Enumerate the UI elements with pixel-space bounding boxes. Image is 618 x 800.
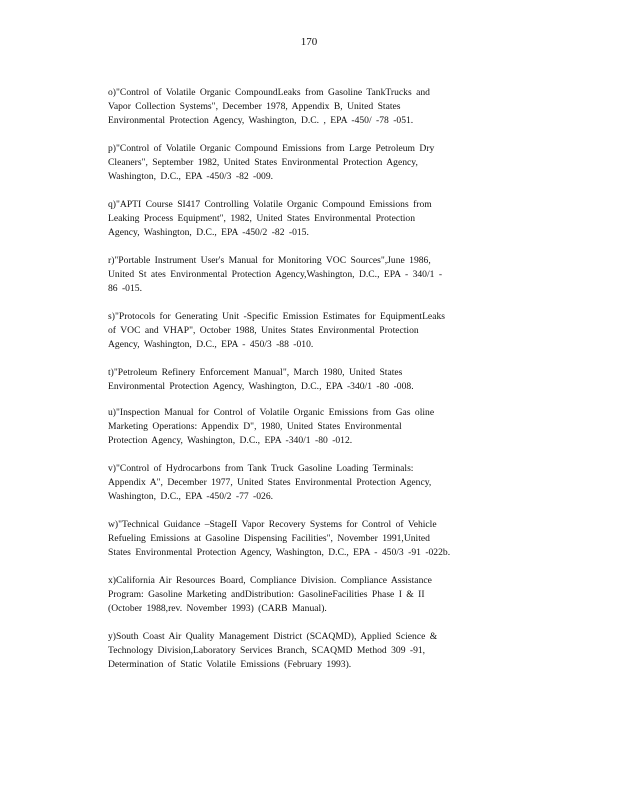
reference-letter: p) <box>108 143 116 154</box>
reference-line: Program: Gasoline Marketing andDistribution: GasolineFacilities Phase I & II <box>108 588 425 600</box>
reference-line: of VOC and VHAP", October 1988, Unites States Environmental Protection <box>108 324 419 336</box>
reference-letter: x) <box>108 575 116 586</box>
reference-line: "Petroleum Refinery Enforcement Manual", March 1980, United States <box>113 367 403 378</box>
reference-line: Refueling Emissions at Gasoline Dispensing Facilities", November 1991,United <box>108 532 430 544</box>
reference-item <box>108 310 445 352</box>
reference-letter: v) <box>108 463 116 474</box>
reference-line: "Portable Instrument User's Manual for Monitoring VOC Sources",June 1986, <box>114 255 431 266</box>
reference-line: Protection Agency, Washington, D.C., EPA -340/1 -80 -012. <box>108 434 353 446</box>
reference-item <box>108 630 437 672</box>
reference-line: (October 1988,rev. November 1993) (CARB Manual). <box>108 602 327 614</box>
reference-line: "APTI Course SI417 Controlling Volatile Organic Compound Emissions from <box>116 199 432 210</box>
reference-line: South Coast Air Quality Management District (SCAQMD), Applied Science & <box>116 631 438 642</box>
reference-line: "Control of Hydrocarbons from Tank Truck Gasoline Loading Terminals: <box>116 463 414 474</box>
reference-item <box>108 142 434 184</box>
reference-letter: r) <box>108 255 115 266</box>
reference-line: Agency, Washington, D.C., EPA -450/2 -82 -015. <box>108 226 309 238</box>
reference-item <box>108 462 431 504</box>
reference-line: Marketing Operations: Appendix D", 1980, United States Environmental <box>108 420 402 432</box>
reference-line: Technology Division,Laboratory Services Branch, SCAQMD Method 309 -91, <box>108 644 426 656</box>
reference-line: "Inspection Manual for Control of Volatile Organic Emissions from Gas oline <box>116 407 435 418</box>
reference-line: Determination of Static Volatile Emissions (February 1993). <box>108 658 352 670</box>
reference-line: Cleaners", September 1982, United States Environmental Protection Agency, <box>108 156 418 168</box>
reference-item <box>108 518 450 560</box>
reference-item <box>108 406 434 448</box>
reference-letter: o) <box>108 87 116 98</box>
reference-line: "Control of Volatile Organic CompoundLeaks from Gasoline TankTrucks and <box>116 87 430 98</box>
reference-letter: q) <box>108 199 116 210</box>
reference-letter: t) <box>108 367 114 378</box>
reference-line: "Control of Volatile Organic Compound Emissions from Large Petroleum Dry <box>116 143 435 154</box>
reference-line: Agency, Washington, D.C., EPA - 450/3 -88 -010. <box>108 338 314 350</box>
reference-line: 86 -015. <box>108 282 142 294</box>
reference-line: Leaking Process Equipment", 1982, United States Environmental Protection <box>108 212 416 224</box>
reference-line: Appendix A", December 1977, United States Environmental Protection Agency, <box>108 476 432 488</box>
reference-line: Environmental Protection Agency, Washington, D.C., EPA -340/1 -80 -008. <box>108 380 414 392</box>
reference-line: United St ates Environmental Protection Agency,Washington, D.C., EPA - 340/1 - <box>108 268 443 280</box>
reference-item <box>108 254 442 296</box>
reference-line: California Air Resources Board, Compliance Division. Compliance Assistance <box>116 575 432 586</box>
reference-letter: y) <box>108 631 116 642</box>
page-number: 170 <box>300 36 318 48</box>
reference-item <box>108 198 432 240</box>
reference-letter: s) <box>108 311 115 322</box>
reference-line: Washington, D.C., EPA -450/2 -77 -026. <box>108 490 274 502</box>
reference-letter: w) <box>108 519 119 530</box>
reference-item <box>108 366 414 394</box>
reference-line: Environmental Protection Agency, Washington, D.C. , EPA -450/ -78 -051. <box>108 114 414 126</box>
reference-item <box>108 86 430 128</box>
reference-line: "Technical Guidance –StageII Vapor Recovery Systems for Control of Vehicle <box>118 519 437 530</box>
reference-item <box>108 574 432 616</box>
reference-line: Vapor Collection Systems", December 1978, Appendix B, United States <box>108 100 401 112</box>
reference-letter: u) <box>108 407 116 418</box>
reference-line: Washington, D.C., EPA -450/3 -82 -009. <box>108 170 274 182</box>
reference-line: "Protocols for Generating Unit -Specific Emission Estimates for EquipmentLeaks <box>114 311 445 322</box>
reference-line: States Environmental Protection Agency, Washington, D.C., EPA - 450/3 -91 -022b. <box>108 546 451 558</box>
